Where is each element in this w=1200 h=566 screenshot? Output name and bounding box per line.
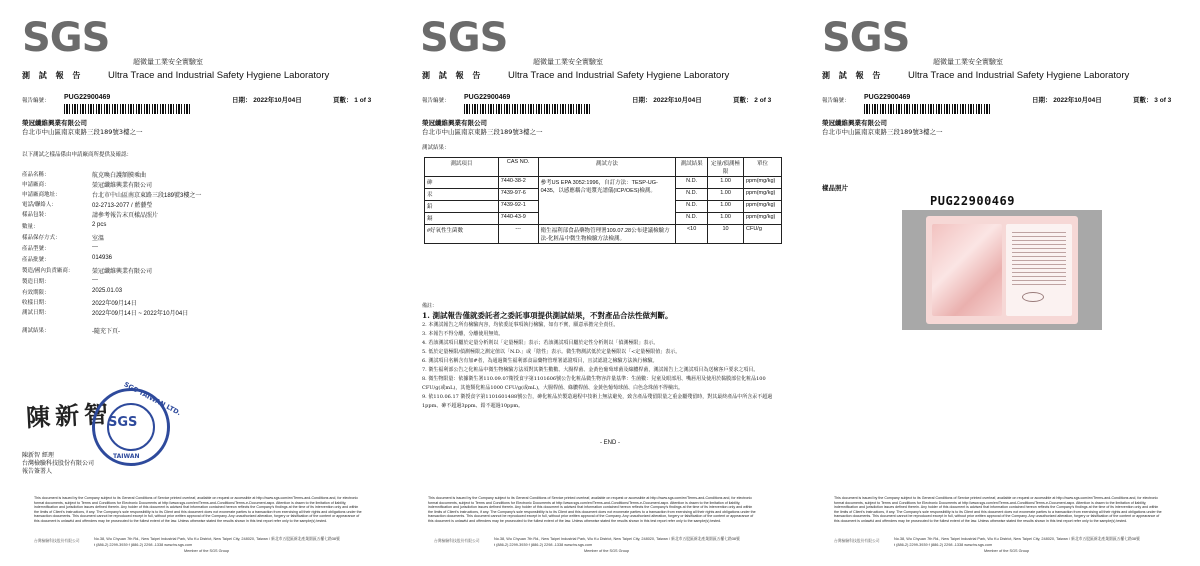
field-row [22, 308, 382, 316]
footer-address: No.38, Wu Chyuan 7th Rd., New Taipei Industrial Park, Wu Ku District, New Taipei City, 248020, Taiwan / 新北市五股區新北產業園區五權七路38號 [894, 537, 1140, 541]
cell-result: <10 [676, 225, 708, 244]
cell-unit: ppm(mg/kg) [744, 177, 782, 189]
seal-top-text: SGS TAIWAN LTD. [122, 380, 183, 418]
note-item: 6. 測試項目名稱含有加#者，為通過衛生福利部食品藥物管理署認證項目，且試認證之檢驗方法執行檢驗。 [422, 358, 658, 364]
field-label: 製造日期： [22, 279, 50, 285]
cell-limit: 1.00 [708, 213, 744, 225]
seal-bottom-text: TAIWAN [113, 453, 140, 460]
report-date: 日期： 2022年10月04日 [232, 97, 302, 104]
lab-name-zh: 超微量工業安全實驗室 [933, 58, 1003, 66]
field-label: 申請廠商： [22, 182, 50, 188]
report-no-label: 報告編號： [422, 98, 450, 104]
report-date: 日期： 2022年10月04日 [1032, 97, 1102, 104]
field-value: 2025.01.03 [92, 288, 123, 294]
field-value: --- [92, 277, 98, 283]
test-results-label: 測試結果： [422, 145, 450, 151]
field-row [22, 233, 382, 241]
report-page-2 [400, 0, 800, 566]
cell-result: N.D. [676, 201, 708, 213]
field-value: 014936 [92, 255, 113, 261]
report-no-label: 報告編號： [822, 98, 850, 104]
cell-item: #好氧性生菌數 [425, 225, 499, 244]
barcode [464, 104, 592, 114]
table-row [425, 177, 782, 189]
cell-item: 鉛 [425, 201, 499, 213]
note-item: 3. 本報告不得分離，分離使用無效。 [422, 331, 504, 337]
page-indicator: 頁數： 3 of 3 [1133, 97, 1172, 104]
lab-name-zh: 超微量工業安全實驗室 [533, 58, 603, 66]
field-row [22, 298, 382, 306]
footer-address: No.38, Wu Chyuan 7th Rd., New Taipei Industrial Park, Wu Ku District, New Taipei City, 248020, Taiwan / 新北市五股區新北產業園區五權七路38號 [494, 537, 740, 541]
note-item: 5. 低於定量極限/偵測極限之測定值以「N.D.」或「陰性」表示。微生物測試低於定量極限以「<定量極限值」表示。 [422, 349, 681, 355]
report-page-1 [0, 0, 400, 566]
sample-id-label: PUG22900469 [930, 194, 1015, 208]
note-item: 4. 若該測試項目屬於定量分析則以「定量極限」表示；若該測試項目屬於定性分析則以「偵測極限」表示。 [422, 340, 659, 346]
field-value: 2022年09月14日 ~ 2022年10月04日 [92, 311, 189, 317]
package-brand-mark [1022, 292, 1044, 302]
note-item: 9. 依110.06.17 衛授食字第1101601488號公告，砷化粧品於製造過程中技術上無法避免，致含產品殘留限量之重金屬殘留時，對其最終產品中所含汞不超過1ppm、砷不超過3ppm、鉛不超過10ppm。 [422, 394, 773, 409]
cell-unit: ppm(mg/kg) [744, 213, 782, 225]
cell-unit: ppm(mg/kg) [744, 201, 782, 213]
report-date: 日期： 2022年10月04日 [632, 97, 702, 104]
field-label: 數量： [22, 224, 39, 230]
field-row [22, 210, 382, 218]
report-no-label: 報告編號： [22, 98, 50, 104]
field-value: 2 pcs [92, 222, 107, 228]
cell-result: N.D. [676, 177, 708, 189]
intro-text: 以下測試之樣品係由申請廠商所提供及確認： [22, 152, 133, 158]
footer-company: 台灣檢驗科技股份有限公司 [434, 539, 480, 543]
note-item: 2. 本測試報告之所有檢驗內容，均依委託事項執行檢驗，如有不實，願意承擔完全責任。 [422, 322, 619, 328]
header-unit: 單位 [744, 158, 782, 177]
package-text-lines [1012, 232, 1066, 288]
cell-unit: ppm(mg/kg) [744, 189, 782, 201]
legal-disclaimer: This document is issued by the Company subject to its General Conditions of Service printed overleaf, available on request or accessible at http://www.sgs.com/en/Terms-and-Conditions and, for electronic format documents, subject to Terms and Conditions for Electronic Documents at http://www.sgs.com/en/Terms-and-Conditions/Terms-e-Document.aspx. Attention is drawn to the limitation of liability, indemnification and jurisdiction issues defined therein. Any holder of this document is advised that information contained hereon reflects the Company's findings at the time of its intervention only and within the limits of Client's instructions, if any. The Company's sole responsibility is to its Client and this document does not exonerate parties to a transaction from exercising all their rights and obligations under the transaction documents. This document cannot be reproduced except in full, without prior written approval of the Company. Any unauthorized alteration, forgery or falsification of the content or appearance of this document is unlawful and offenders may be prosecuted to the fullest extent of the law. Unless otherwise stated the results shown in this test report refer only to the sample(s) tested. [34, 496, 362, 523]
field-label: 有效期限： [22, 290, 50, 296]
cell-item: 汞 [425, 189, 499, 201]
page-indicator: 頁數： 2 of 3 [733, 97, 772, 104]
cell-limit: 1.00 [708, 189, 744, 201]
field-value: 02-2713-2077 / 藍藝瑩 [92, 203, 153, 209]
signatory-company: 台灣檢驗科技股份有限公司 [22, 460, 95, 467]
seal-center-text: SGS [108, 415, 138, 430]
header-limit: 定量/偵測極限 [708, 158, 744, 177]
client-address: 台北市中山區南京東路三段189號3樓之一 [22, 128, 143, 136]
sample-photo-title: 樣品照片 [822, 184, 848, 192]
field-value: 請參考報告末頁樣品照片 [92, 213, 159, 219]
field-row [22, 170, 382, 178]
field-value: 航克喚白護額膜乘曲 [92, 173, 147, 179]
footer-contact: t (886-2) 2299-3939 f (886-2) 2298 -1338 www.tw.sgs.com [94, 543, 193, 547]
report-label: 測 試 報 告 [22, 70, 84, 80]
cell-cas: --- [498, 225, 538, 244]
field-label: 測試日期： [22, 310, 50, 316]
cell-cas: 7439-97-6 [498, 189, 538, 201]
field-row [22, 266, 382, 274]
cell-unit: CFU/g [744, 225, 782, 244]
report-number: PUG22900469 [464, 94, 511, 101]
cell-limit: 1.00 [708, 177, 744, 189]
note-item: 7. 衛生福利部公告之化粧品中微生物檢驗方法須對其衛生數數、大腸桿菌、金黃色葡萄球菌及綠膿桿菌，測試報告上之測試項目為送檢客戶要求之項目。 [422, 367, 759, 373]
field-label: 製造/國內負責廠商： [22, 268, 74, 274]
client-name: 榮冠纖維興業有限公司 [822, 119, 887, 127]
field-label: 測試結果： [22, 328, 50, 334]
signatory-role: 報告簽署人 [22, 468, 53, 475]
results-table [424, 157, 782, 244]
report-number: PUG22900469 [864, 94, 911, 101]
field-row [22, 288, 382, 296]
field-value: 2022年09月14日 [92, 301, 137, 307]
cell-item: 鎘 [425, 213, 499, 225]
lab-name-en: Ultra Trace and Industrial Safety Hygiene Laboratory [508, 70, 730, 81]
notes-label: 備註： [422, 303, 438, 309]
field-row [22, 255, 382, 263]
notes-section [422, 302, 782, 411]
field-label: 申請廠商地址： [22, 192, 61, 198]
field-value: 室溫 [92, 236, 105, 242]
field-row [22, 200, 382, 208]
table-header-row [425, 158, 782, 177]
footer-contact: t (886-2) 2299-3939 f (886-2) 2298 -1338 www.tw.sgs.com [894, 543, 993, 547]
handwritten-signature: 陳新智 [25, 398, 114, 433]
field-value: -隨充下頁- [92, 329, 120, 335]
cell-method: 參考US EPA 3052:1996，自訂方法：TESP-UG-0435，以感應耦合電漿光譜儀(ICP/OES)檢測。 [538, 177, 676, 225]
footer-contact: t (886-2) 2299-3939 f (886-2) 2298 -1338 www.tw.sgs.com [494, 543, 593, 547]
sgs-logo: SGS [420, 15, 508, 61]
field-row [22, 277, 382, 285]
field-value: 榮冠纖維興業有限公司 [92, 183, 153, 189]
report-page-3 [800, 0, 1200, 566]
header-cas: CAS NO. [498, 158, 538, 177]
barcode [864, 104, 992, 114]
field-value: --- [92, 244, 98, 250]
lab-name-zh: 超微量工業安全實驗室 [133, 58, 203, 66]
field-value: 榮冠纖維興業有限公司 [92, 269, 153, 275]
page-indicator: 頁數： 1 of 3 [333, 97, 372, 104]
signatory-block [22, 452, 94, 476]
field-row [22, 222, 382, 230]
footer-member: Member of the SGS Group [584, 549, 630, 553]
package-back [1006, 224, 1072, 316]
note-item: 8. 微生物限量：依據衛生署110.09.07衛授食字第1101606號公告化粧品微生物容許量基準：生菌數：兒童及眼部用、嘴唇用及使用於黏膜部位化粧品100 CFU/g(或mL)，其他類化粧品1000 CFU/g(或mL)，大腸桿菌、綠膿桿菌、金黃色葡萄球菌、白色念珠菌不得檢出。 [422, 376, 766, 391]
footer-address: No.38, Wu Chyuan 7th Rd., New Taipei Industrial Park, Wu Ku District, New Taipei City, 248020, Taiwan / 新北市五股區新北產業園區五權七路38號 [94, 537, 340, 541]
cell-cas: 7440-38-2 [498, 177, 538, 189]
field-label: 樣品保存方式： [22, 235, 61, 241]
header-method: 測試方法 [538, 158, 676, 177]
footer-company: 台灣檢驗科技股份有限公司 [834, 539, 880, 543]
client-address: 台北市中山區南京東路三段189號3樓之一 [822, 128, 943, 136]
sgs-seal-stamp [92, 380, 183, 466]
client-name: 榮冠纖維興業有限公司 [22, 119, 87, 127]
lab-name-en: Ultra Trace and Industrial Safety Hygiene Laboratory [108, 70, 330, 81]
report-number: PUG22900469 [64, 94, 111, 101]
footer-member: Member of the SGS Group [184, 549, 230, 553]
cell-method: 衛生福利部食品藥物管理署109.07.28公布建議檢驗方法-化粧品中微生物檢驗方法檢測。 [538, 225, 676, 244]
lab-name-en: Ultra Trace and Industrial Safety Hygiene Laboratory [908, 70, 1130, 81]
field-label: 產品型號： [22, 246, 50, 252]
report-label: 測 試 報 告 [422, 70, 484, 80]
cell-cas: 7440-43-9 [498, 213, 538, 225]
cell-item: 砷 [425, 177, 499, 189]
field-value: 台北市中山區南京東路三段189號3樓之一 [92, 193, 202, 199]
cell-limit: 1.00 [708, 201, 744, 213]
table-row [425, 225, 782, 244]
signatory-name: 陳新智 經理 [22, 452, 54, 459]
cell-result: N.D. [676, 189, 708, 201]
field-label: 樣品包裝： [22, 212, 50, 218]
field-label: 產品名稱： [22, 172, 50, 178]
header-item: 測試項目 [425, 158, 499, 177]
field-row [22, 244, 382, 252]
legal-disclaimer: This document is issued by the Company subject to its General Conditions of Service printed overleaf, available on request or accessible at http://www.sgs.com/en/Terms-and-Conditions and, for electronic format documents, subject to Terms and Conditions for Electronic Documents at http://www.sgs.com/en/Terms-and-Conditions/Terms-e-Document.aspx. Attention is drawn to the limitation of liability, indemnification and jurisdiction issues defined therein. Any holder of this document is advised that information contained hereon reflects the Company's findings at the time of its intervention only and within the limits of Client's instructions, if any. The Company's sole responsibility is to its Client and this document does not exonerate parties to a transaction from exercising all their rights and obligations under the transaction documents. This document cannot be reproduced except in full, without prior written approval of the Company. Any unauthorized alteration, forgery or falsification of the content or appearance of this document is unlawful and offenders may be prosecuted to the fullest extent of the law. Unless otherwise stated the results shown in this test report refer only to the sample(s) tested. [428, 496, 756, 523]
sample-photo [902, 210, 1102, 330]
cell-cas: 7439-92-1 [498, 201, 538, 213]
legal-disclaimer: This document is issued by the Company subject to its General Conditions of Service printed overleaf, available on request or accessible at http://www.sgs.com/en/Terms-and-Conditions and, for electronic format documents, subject to Terms and Conditions for Electronic Documents at http://www.sgs.com/en/Terms-and-Conditions/Terms-e-Document.aspx. Attention is drawn to the limitation of liability, indemnification and jurisdiction issues defined therein. Any holder of this document is advised that information contained hereon reflects the Company's findings at the time of its intervention only and within the limits of Client's instructions, if any. The Company's sole responsibility is to its Client and this document does not exonerate parties to a transaction from exercising all their rights and obligations under the transaction documents. This document cannot be reproduced except in full, without prior written approval of the Company. Any unauthorized alteration, forgery or falsification of the content or appearance of this document is unlawful and offenders may be prosecuted to the fullest extent of the law. Unless otherwise stated the results shown in this test report refer only to the sample(s) tested. [834, 496, 1162, 523]
field-row [22, 326, 382, 334]
footer-member: Member of the SGS Group [984, 549, 1030, 553]
cell-result: N.D. [676, 213, 708, 225]
end-mark: - END - [600, 440, 620, 446]
client-name: 榮冠纖維興業有限公司 [422, 119, 487, 127]
sgs-logo: SGS [822, 15, 910, 61]
client-address: 台北市中山區南京東路三段189號3樓之一 [422, 128, 543, 136]
field-row [22, 180, 382, 188]
header-result: 測試結果 [676, 158, 708, 177]
footer-company: 台灣檢驗科技股份有限公司 [34, 539, 80, 543]
field-label: 電話/聯絡人： [22, 202, 57, 208]
field-label: 收樣日期： [22, 300, 50, 306]
sgs-logo: SGS [22, 15, 110, 61]
barcode [64, 104, 192, 114]
field-row [22, 190, 382, 198]
package-front [932, 224, 1002, 316]
cell-limit: 10 [708, 225, 744, 244]
note-item: 1. 測試報告僅就委託者之委託事項提供測試結果，不對產品合法性做判斷。 [422, 311, 673, 320]
field-label: 產品批號： [22, 257, 50, 263]
report-label: 測 試 報 告 [822, 70, 884, 80]
mask-package-image [926, 216, 1078, 324]
